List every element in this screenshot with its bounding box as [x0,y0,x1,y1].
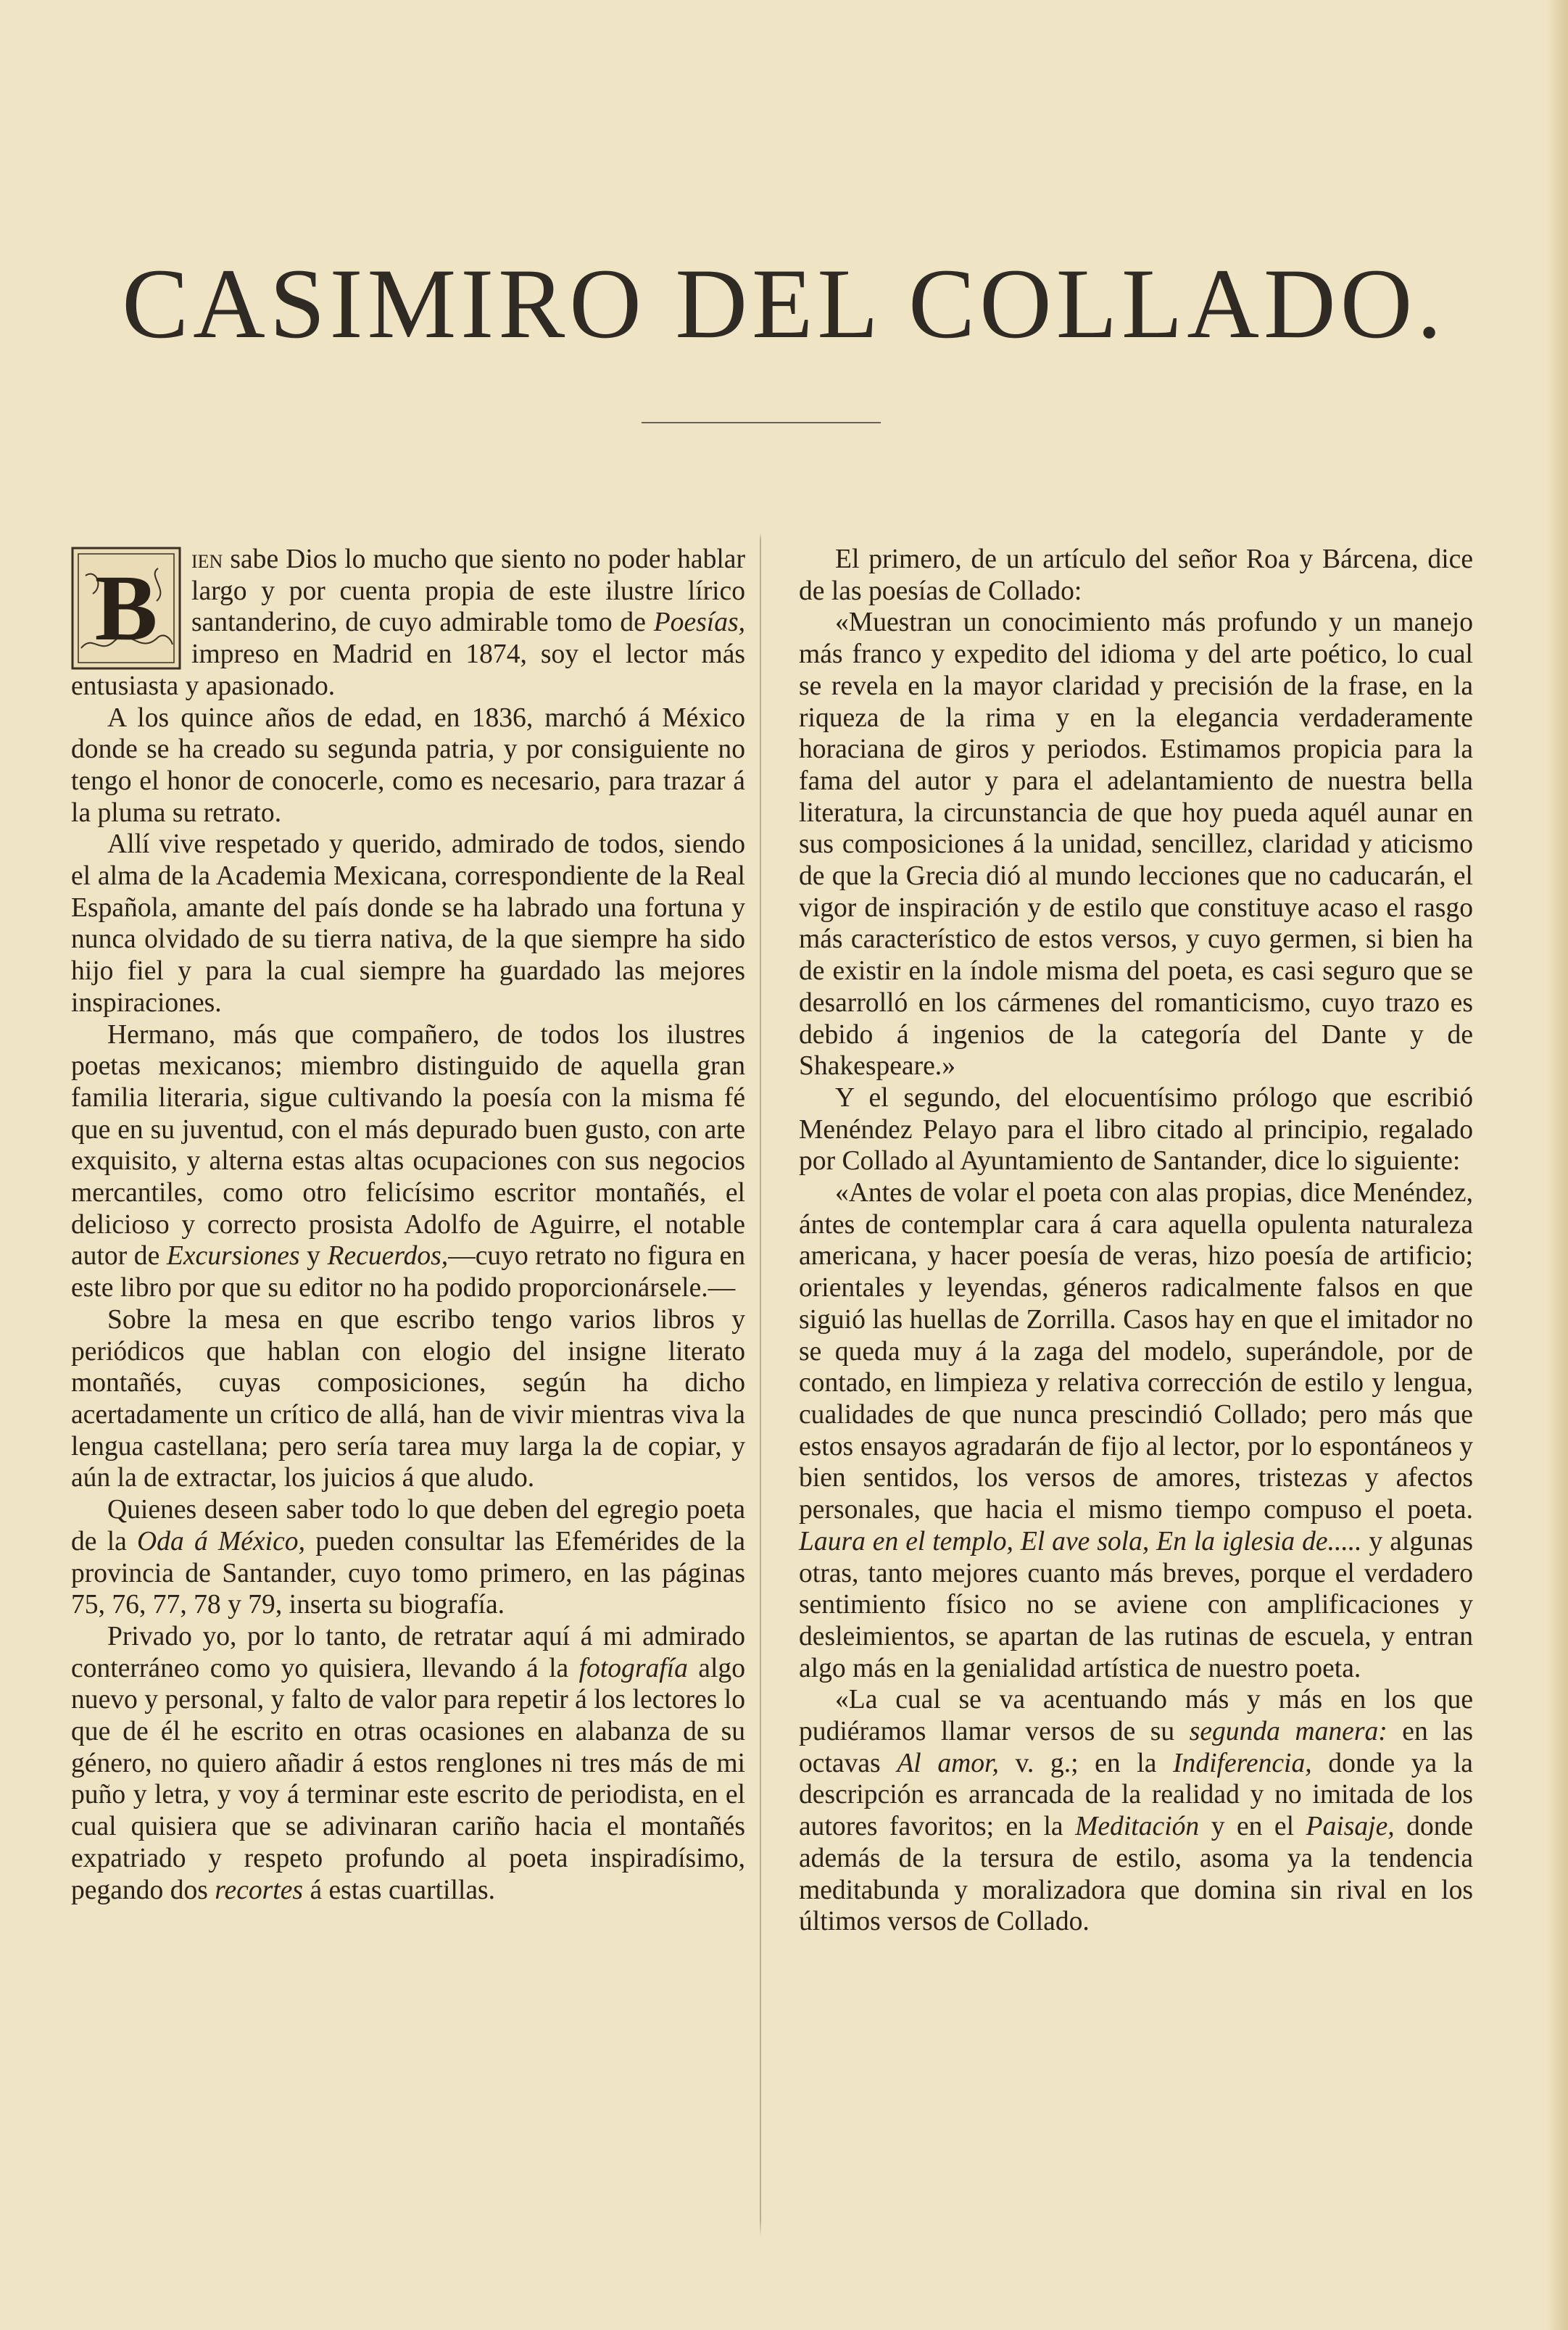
dropcap-letter: B [94,556,158,660]
left-column [71,544,745,1906]
paragraph-r5: «La cual se va acentuando más y más en los que pudiéramos llamar versos de su segunda manera: en las octavas Al amor, v. g.; en la Indiferencia, donde ya la descripción es arrancada de la realidad y no imitada de los autores favoritos; en la Meditación y en el Paisaje, donde además de la tersura de estilo, asoma ya la tendencia meditabunda y moralizadora que domina sin rival en los últimos versos de Collado. [799,1685,1473,1937]
page-title: CASIMIRO DEL COLLADO. [122,248,1446,359]
paragraph-3: Allí vive respetado y querido, admirado de todos, siendo el alma de la Academia Mexicana, correspondiente de la Real Española, amante del país donde se ha labrado una fortuna y nunca olvidado de su tierra nativa, de la que siempre ha sido hijo fiel y para la cual siempre ha guardado las mejores inspiraciones. [71,829,745,1018]
paragraph-2: A los quince años de edad, en 1836, marchó á México donde se ha creado su segunda patria, y por consiguiente no tengo el honor de conocerle, como es necesario, para trazar á la pluma su retrato. [71,702,745,828]
paragraph-1: B ien sabe Dios lo mucho que siento no poder hablar largo y por cuenta propia de este ilustre lírico santanderino, de cuyo admirable tomo de Poesías, impreso en Madrid en 1874, soy el lector más entusiasta y apasionado. [71,544,745,701]
paragraph-6: Quienes deseen saber todo lo que deben del egregio poeta de la Oda á México, pueden consultar las Efemérides de la provincia de Santander, cuyo tomo primero, en las páginas 75, 76, 77, 78 y 79, inserta su biografía. [71,1495,745,1620]
dropcap-b-ornament [71,547,181,670]
paragraph-4: Hermano, más que compañero, de todos los ilustres poetas mexicanos; miembro distinguido de aquella gran familia literaria, sigue cultivando la poesía con la misma fé que en su juventud, con el más depurado buen gusto, con arte exquisito, y alterna estas altas ocupaciones con sus negocios mercantiles, como otro felicísimo escritor montañés, el delicioso y correcto prosista Adolfo de Aguirre, el notable autor de Excursiones y Recuerdos,—cuyo retrato no figura en este libro por que su editor no ha podido proporcionársele.— [71,1019,746,1303]
title-rule [642,422,881,423]
paragraph-7: Privado yo, por lo tanto, de retratar aquí á mi admirado conterráneo como yo quisiera, llevando á la fotografía algo nuevo y personal, y falto de valor para repetir á los lectores lo que de él he escrito en otras ocasiones en alabanza de su género, no quiero añadir á estos renglones ni tres más de mi puño y letra, y voy á terminar este escrito de periodista, en el cual quisiera que se adivinaran cariño hacia el montañés expatriado y respeto profundo al poeta inspiradísimo, pegando dos recortes á estas cuartillas. [71,1621,745,1905]
column-divider [760,533,761,2236]
right-column [799,544,1473,1938]
paragraph-r2: «Muestran un conocimiento más profundo y un manejo más franco y expedito del idioma y del arte poético, lo cual se revela en la mayor claridad y precisión de la frase, en la riqueza de la rima y en la elegancia verdaderamente horaciana de giros y periodos. Estimamos propicia para la fama del autor y para el adelantamiento de nuestra bella literatura, la circunstancia de que hoy pueda aquél aunar en sus composiciones á la unidad, sencillez, claridad y aticismo de que la Grecia dió al mundo lecciones que no caducarán, el vigor de inspiración y de estilo que constituye acaso el rasgo más característico de estos versos, y cuyo germen, si bien ha de existir en la índole misma del poeta, es casi seguro que se desarrolló en los cármenes del romanticismo, cuyo trazo es debido á ingenios de la categoría del Dante y de Shakespeare.» [799,608,1473,1082]
paragraph-r4: «Antes de volar el poeta con alas propias, dice Menéndez, ántes de contemplar cara á cara aquella opulenta naturaleza americana, y hacer poesía de veras, hizo poesía de artificio; orientales y leyendas, géneros radicalmente falsos en que siguió las huellas de Zorrilla. Casos hay en que el imitador no se queda muy á la zaga del modelo, superándole, por de contado, en limpieza y relativa corrección de estilo y lengua, cualidades de que nunca prescindió Collado; pero más que estos ensayos agradarán de fijo al lector, por lo espontáneos y bien sentidos, los versos de amores, tristezas y afectos personales, que hacia el mismo tiempo compuso el poeta. Laura en el templo, El ave sola, En la iglesia de..... y algunas otras, tanto mejores cuanto más breves, porque el verdadero sentimiento físico no se aviene con amplificaciones y desleimientos, se apartan de las rutinas de escuela, y entran algo más en la genialidad artística de nuestro poeta. [799,1178,1473,1683]
paragraph-5: Sobre la mesa en que escribo tengo varios libros y periódicos que hablan con elogio del insigne literato montañés, cuyas composiciones, según ha dicho acertadamente un crítico de allá, han de vivir mientras viva la lengua castellana; pero sería tarea muy larga la de copiar, y aún la de extractar, los juicios á que aludo. [71,1304,745,1493]
paragraph-r3: Y el segundo, del elocuentísimo prólogo que escribió Menéndez Pelayo para el libro citado al principio, regalado por Collado al Ayuntamiento de Santander, dice lo siguiente: [799,1082,1473,1177]
paragraph-r1: El primero, de un artículo del señor Roa y Bárcena, dice de las poesías de Collado: [799,544,1473,606]
